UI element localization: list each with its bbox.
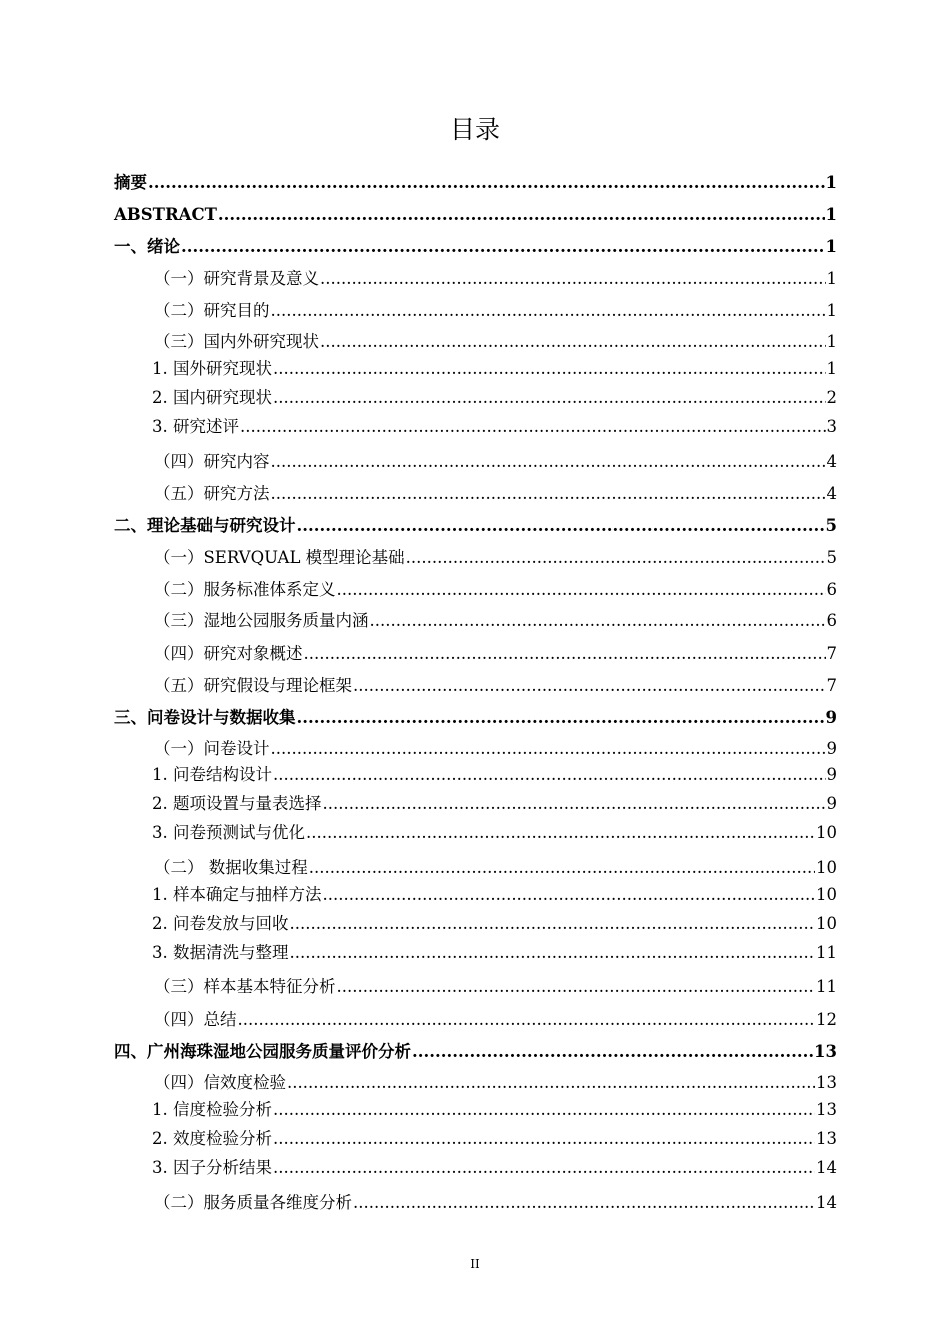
toc-entry-label: 1. 样本确定与抽样方法 (152, 885, 322, 904)
dot-leader (181, 236, 825, 258)
toc-entry[interactable] (114, 236, 837, 258)
toc-entry[interactable] (114, 793, 837, 815)
dot-leader (273, 1157, 815, 1179)
toc-entry-page: 13 (816, 1100, 837, 1119)
toc-entry-label: 四、广州海珠湿地公园服务质量评价分析 (114, 1042, 411, 1061)
dot-leader (238, 1009, 816, 1031)
toc-entry-page: 13 (816, 1073, 837, 1092)
toc-entry-label: （四）总结 (154, 1010, 237, 1029)
toc-entry-page: 14 (816, 1158, 837, 1177)
toc-entry-label: 三、问卷设计与数据收集 (114, 708, 296, 727)
toc-entry[interactable] (114, 1099, 837, 1121)
toc-entry-label: （一）问卷设计 (154, 739, 270, 758)
toc-entry-page: 1 (826, 332, 837, 351)
page-title: 目录 (449, 115, 500, 144)
dot-leader (290, 913, 816, 935)
toc-entry-page: 6 (826, 611, 837, 630)
toc-entry-page: 10 (816, 914, 837, 933)
toc-entry-label: （四）研究内容 (154, 452, 270, 471)
toc-entry[interactable] (114, 300, 837, 322)
dot-leader (337, 579, 826, 601)
toc-entry[interactable] (114, 483, 837, 505)
toc-entry[interactable] (114, 884, 837, 906)
toc-entry[interactable] (114, 707, 837, 729)
dot-leader (273, 1099, 815, 1121)
toc-entry[interactable] (114, 1192, 837, 1214)
toc-entry-page: 1 (825, 237, 837, 256)
toc-entry-label: 3. 因子分析结果 (152, 1158, 272, 1177)
toc-entry[interactable] (114, 643, 837, 665)
toc-entry[interactable] (114, 913, 837, 935)
toc-entry-page: 11 (816, 977, 837, 996)
toc-entry-page: 10 (816, 858, 837, 877)
dot-leader (304, 643, 826, 665)
dot-leader (273, 358, 826, 380)
toc-entry[interactable] (114, 675, 837, 697)
dot-leader (323, 793, 826, 815)
toc-entry-label: 摘要 (114, 173, 147, 192)
toc-entry[interactable] (114, 1009, 837, 1031)
toc-entry[interactable] (114, 172, 837, 194)
toc-entry[interactable] (114, 1157, 837, 1179)
toc-entry-label: （三）样本基本特征分析 (154, 977, 336, 996)
toc-entry-label: （三）湿地公园服务质量内涵 (154, 611, 369, 630)
toc-entry-label: 2. 国内研究现状 (152, 388, 272, 407)
toc-entry-label: 2. 题项设置与量表选择 (152, 794, 322, 813)
dot-leader (297, 707, 825, 729)
dot-leader (271, 738, 826, 760)
toc-entry[interactable] (114, 451, 837, 473)
dot-leader (240, 416, 826, 438)
toc-entry[interactable] (114, 204, 837, 226)
toc-entry-label: 1. 问卷结构设计 (152, 765, 272, 784)
toc-entry-page: 6 (826, 580, 837, 599)
dot-leader (273, 764, 826, 786)
toc-entry-page: 3 (826, 417, 837, 436)
dot-leader (406, 547, 826, 569)
toc-entry-label: 3. 数据清洗与整理 (152, 943, 289, 962)
toc-entry[interactable] (114, 822, 837, 844)
toc-entry-label: 3. 研究述评 (152, 417, 239, 436)
toc-entry[interactable] (114, 764, 837, 786)
toc-entry-page: 9 (826, 739, 837, 758)
dot-leader (323, 884, 816, 906)
toc-entry[interactable] (114, 1128, 837, 1150)
toc-entry-page: 11 (816, 943, 837, 962)
toc-entry[interactable] (114, 358, 837, 380)
toc-entry-page: 2 (826, 388, 837, 407)
toc-entry-label: 1. 国外研究现状 (152, 359, 272, 378)
dot-leader (320, 268, 826, 290)
dot-leader (273, 387, 826, 409)
toc-entry-label: （二）服务质量各维度分析 (154, 1193, 352, 1212)
toc-entry-label: （五）研究方法 (154, 484, 270, 503)
toc-entry-label: （四）信效度检验 (154, 1073, 286, 1092)
toc-entry-page: 9 (826, 765, 837, 784)
toc-entry-page: 13 (814, 1042, 837, 1061)
dot-leader (306, 822, 815, 844)
toc-entry[interactable] (114, 1072, 837, 1094)
toc-entry-page: 12 (816, 1010, 837, 1029)
toc-entry-label: （一）研究背景及意义 (154, 269, 319, 288)
toc-entry-label: 1. 信度检验分析 (152, 1100, 272, 1119)
toc-entry-page: 1 (825, 173, 837, 192)
dot-leader (287, 1072, 815, 1094)
toc-entry-page: 7 (826, 676, 837, 695)
toc-entry-label: 一、绪论 (114, 237, 180, 256)
toc-entry-label: （二）服务标准体系定义 (154, 580, 336, 599)
toc-entry-label: 2. 问卷发放与回收 (152, 914, 289, 933)
toc-entry-page: 7 (826, 644, 837, 663)
dot-leader (353, 675, 826, 697)
toc-entry[interactable] (114, 610, 837, 632)
toc-entry-label: 2. 效度检验分析 (152, 1129, 272, 1148)
dot-leader (271, 451, 826, 473)
toc-entry[interactable] (114, 331, 837, 353)
toc-entry-label: （一）SERVQUAL 模型理论基础 (154, 548, 405, 567)
toc-entry-page: 4 (826, 484, 837, 503)
dot-leader (412, 1041, 813, 1063)
dot-leader (218, 204, 825, 226)
toc-entry-page: 13 (816, 1129, 837, 1148)
dot-leader (320, 331, 826, 353)
toc-entry-label: ABSTRACT (114, 205, 217, 224)
dot-leader (271, 483, 826, 505)
toc-entry[interactable] (114, 1041, 837, 1063)
toc-entry-label: （二） 数据收集过程 (154, 858, 308, 877)
toc-entry-page: 10 (816, 885, 837, 904)
dot-leader (337, 976, 816, 998)
toc-entry-page: 5 (825, 516, 837, 535)
toc-entry[interactable] (114, 976, 837, 998)
toc-entry[interactable] (114, 857, 837, 879)
toc-entry-page: 10 (816, 823, 837, 842)
toc-entry-label: （四）研究对象概述 (154, 644, 303, 663)
toc-entry[interactable] (114, 515, 837, 537)
toc-entry-page: 9 (825, 708, 837, 727)
dot-leader (297, 515, 825, 537)
toc-entry[interactable] (114, 738, 837, 760)
dot-leader (148, 172, 825, 194)
toc-entry-page: 14 (816, 1193, 837, 1212)
toc-entry[interactable] (114, 416, 837, 438)
dot-leader (273, 1128, 815, 1150)
toc-entry[interactable] (114, 942, 837, 964)
toc-entry-page: 1 (826, 359, 837, 378)
dot-leader (353, 1192, 815, 1214)
toc-entry-label: （二）研究目的 (154, 301, 270, 320)
dot-leader (290, 942, 816, 964)
toc-entry[interactable] (114, 387, 837, 409)
toc-entry-page: 1 (825, 205, 837, 224)
toc-entry-label: 3. 问卷预测试与优化 (152, 823, 305, 842)
dot-leader (370, 610, 826, 632)
dot-leader (271, 300, 826, 322)
toc-entry-page: 4 (826, 452, 837, 471)
toc-entry-label: （五）研究假设与理论框架 (154, 676, 352, 695)
toc-entry-page: 9 (826, 794, 837, 813)
toc-entry-page: 1 (826, 301, 837, 320)
page-number: II (470, 1257, 480, 1271)
dot-leader (309, 857, 815, 879)
toc-entry[interactable] (114, 268, 837, 290)
toc-entry[interactable] (114, 547, 837, 569)
toc-entry-page: 1 (826, 269, 837, 288)
toc-entry[interactable] (114, 579, 837, 601)
toc-entry-label: 二、理论基础与研究设计 (114, 516, 296, 535)
toc-entry-label: （三）国内外研究现状 (154, 332, 319, 351)
toc-entry-page: 5 (826, 548, 837, 567)
